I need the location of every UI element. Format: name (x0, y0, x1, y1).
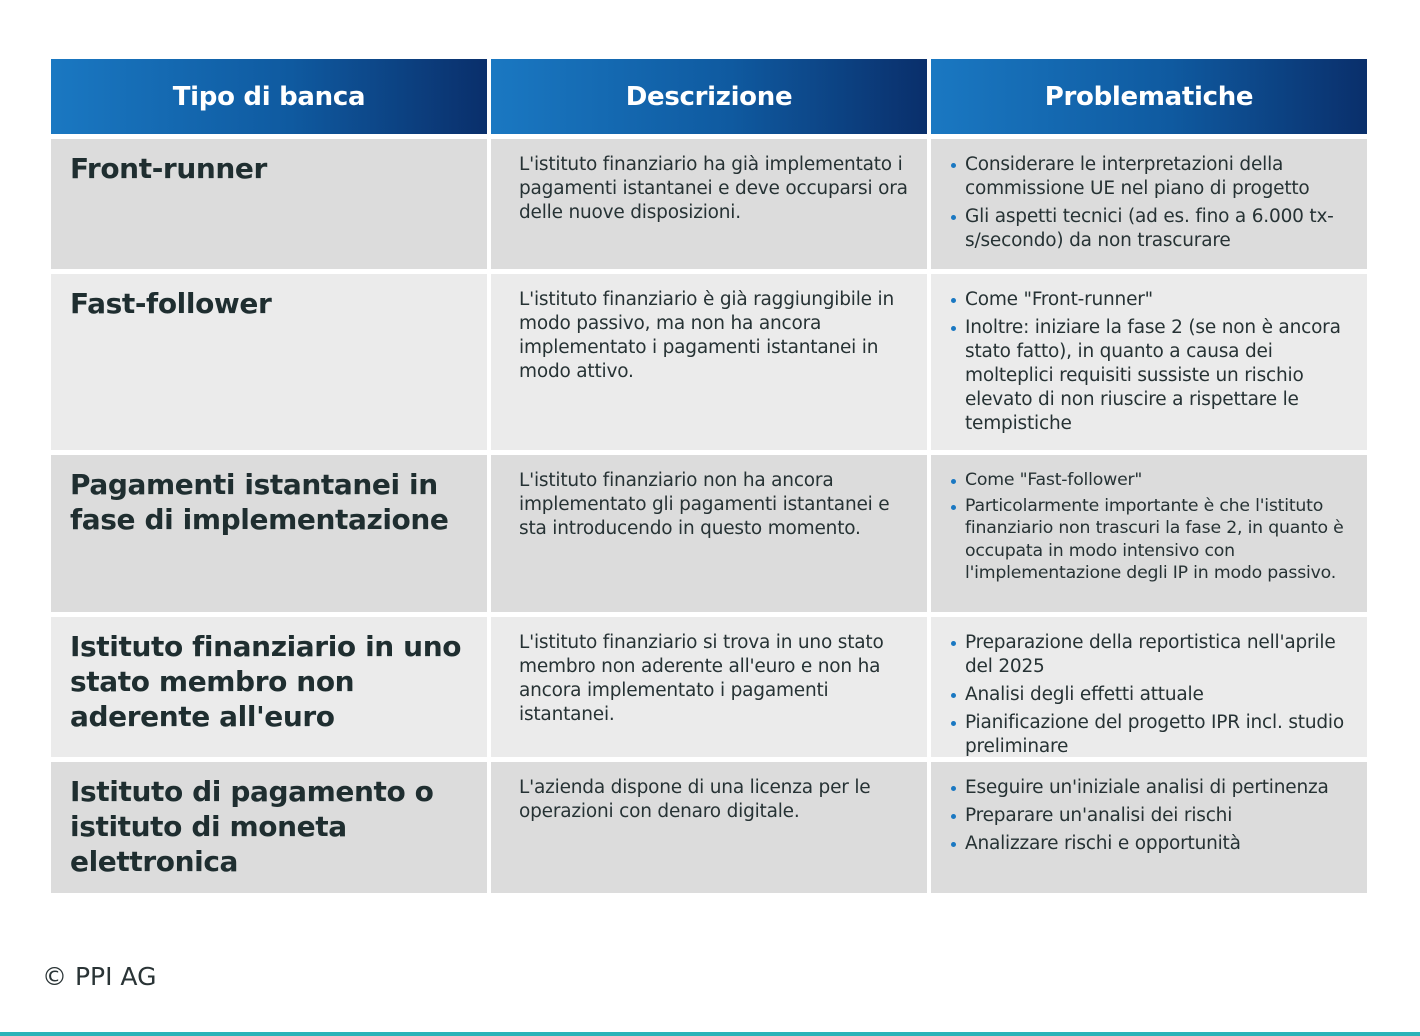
row-1-issue-2: Gli aspetti tecnici (ad es. fino a 6.000 tx-s/secondo) da non trascurare (951, 205, 1355, 253)
row-5-issue-1: Eseguire un'iniziale analisi di pertinenza (951, 776, 1355, 800)
row-4-issue-1: Preparazione della reportistica nell'aprile del 2025 (951, 631, 1355, 679)
bottom-accent-line (0, 1032, 1420, 1036)
row-4-issues (931, 617, 1367, 757)
row-2-description: L'istituto finanziario è già raggiungibile in modo passivo, ma non ha ancora implementato i pagamenti istantanei in modo attivo. (491, 274, 927, 450)
row-1-description: L'istituto finanziario ha già implementato i pagamenti istantanei e deve occuparsi ora delle nuove disposizioni. (491, 139, 927, 269)
row-5-description: L'azienda dispone di una licenza per le operazioni con denaro digitale. (491, 762, 927, 893)
copyright-notice: © PPI AG (42, 962, 157, 991)
row-2-issue-2: Inoltre: iniziare la fase 2 (se non è ancora stato fatto), in quanto a causa dei molteplici requisiti sussiste un rischio elevato di non riuscire a rispettare le tempistiche (951, 316, 1355, 436)
row-4-description: L'istituto finanziario si trova in uno stato membro non aderente all'euro e non ha ancora implementato i pagamenti istantanei. (491, 617, 927, 757)
row-3-issue-1: Come "Fast-follower" (951, 469, 1355, 492)
row-4-issue-3: Pianificazione del progetto IPR incl. studio preliminare (951, 711, 1355, 759)
header-tipo-di-banca: Tipo di banca (51, 59, 487, 134)
comparison-table (51, 59, 1367, 893)
row-3-issue-2: Particolarmente importante è che l'istituto finanziario non trascuri la fase 2, in quanto è occupata in modo intensivo con l'implementazione degli IP in modo passivo. (951, 495, 1355, 585)
row-3-issues (931, 455, 1367, 612)
header-problematiche: Problematiche (931, 59, 1367, 134)
row-5-type: Istituto di pagamento o istituto di moneta elettronica (51, 762, 487, 893)
row-4-type: Istituto finanziario in uno stato membro non aderente all'euro (51, 617, 487, 757)
row-3-description: L'istituto finanziario non ha ancora implementato gli pagamenti istantanei e sta introducendo in questo momento. (491, 455, 927, 612)
row-5-issue-3: Analizzare rischi e opportunità (951, 832, 1355, 856)
row-1-issues (931, 139, 1367, 269)
row-4-issue-2: Analisi degli effetti attuale (951, 683, 1355, 707)
row-1-issue-1: Considerare le interpretazioni della commissione UE nel piano di progetto (951, 153, 1355, 201)
row-5-issues (931, 762, 1367, 893)
row-1-type: Front-runner (51, 139, 487, 269)
row-3-type: Pagamenti istantanei in fase di implementazione (51, 455, 487, 612)
row-2-type: Fast-follower (51, 274, 487, 450)
header-descrizione: Descrizione (491, 59, 927, 134)
row-2-issue-1: Come "Front-runner" (951, 288, 1355, 312)
row-2-issues (931, 274, 1367, 450)
row-5-issue-2: Preparare un'analisi dei rischi (951, 804, 1355, 828)
